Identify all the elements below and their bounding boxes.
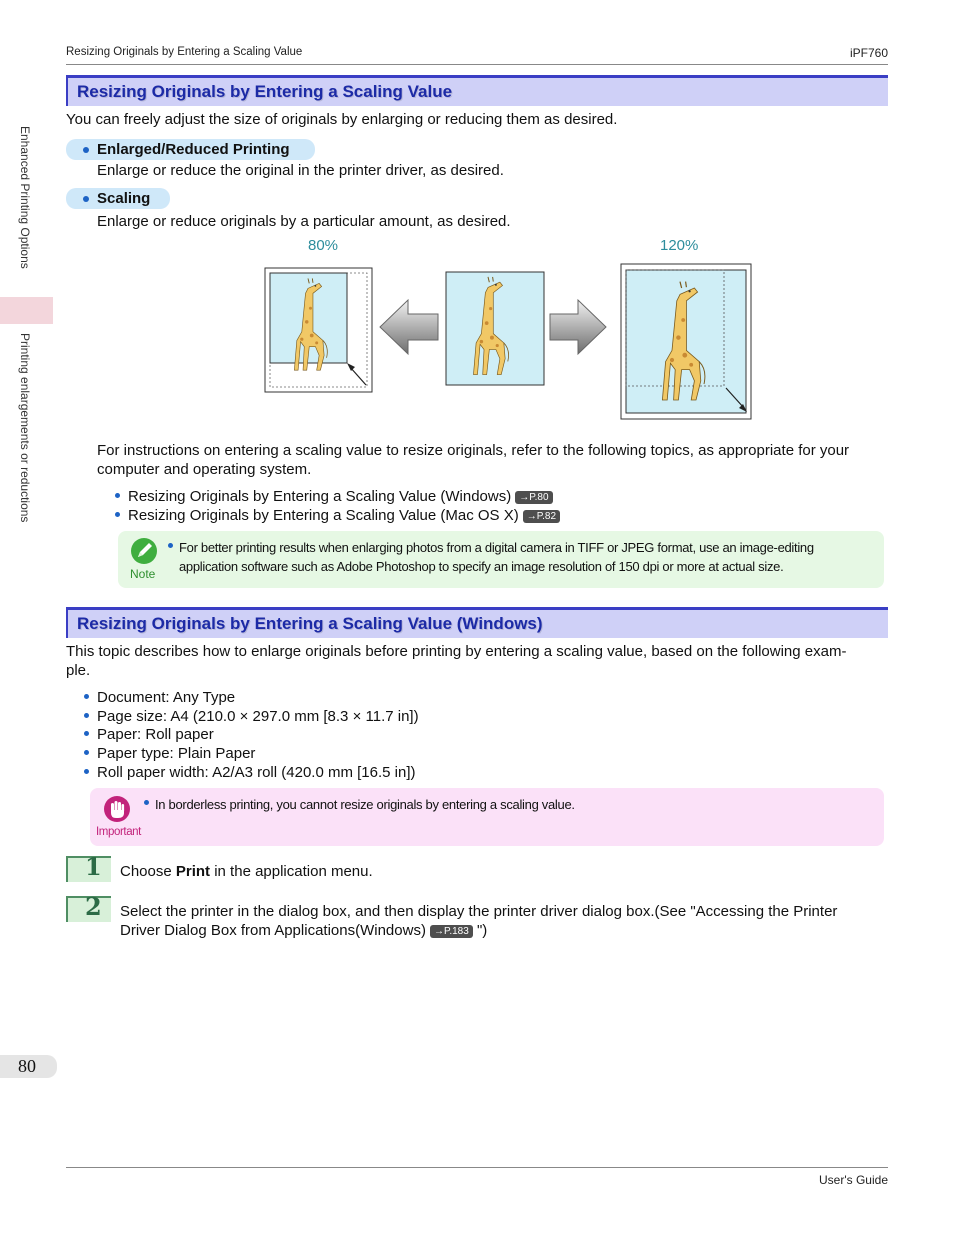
example-bullet: Paper: Roll paper (97, 726, 214, 743)
term-label: Enlarged/Reduced Printing (97, 141, 290, 158)
section-heading (66, 75, 888, 106)
bullet-dot (84, 694, 89, 699)
step-number-badge (66, 852, 111, 882)
term-label: Scaling (97, 190, 151, 207)
example-bullet: Roll paper width: A2/A3 roll (420.0 mm [16.5 in]) (97, 764, 416, 781)
bullet-dot (84, 713, 89, 718)
step-text: Select the printer in the dialog box, and then display the printer driver dialog box.(See "Accessing the Printer (120, 903, 838, 920)
menu-command: Print (175, 863, 211, 880)
hand-stop-icon (102, 794, 132, 824)
label-80-percent: 80% (308, 237, 339, 254)
label-120-percent: 120% (660, 237, 699, 254)
step-number: 2 (85, 892, 102, 921)
example-bullet: Paper type: Plain Paper (97, 745, 256, 762)
model-name: iPF760 (849, 46, 888, 60)
bullet-dot (115, 512, 120, 517)
term-description: Enlarge or reduce originals by a particular amount, as desired. (97, 213, 511, 230)
footer-title: User's Guide (819, 1173, 888, 1187)
section-intro: You can freely adjust the size of originals by enlarging or reducing them as desired. (66, 111, 618, 128)
header-rule (66, 64, 888, 65)
topic-link[interactable] (128, 506, 560, 525)
topic-link-text[interactable]: Resizing Originals by Entering a Scaling Value (Mac OS X) (128, 507, 519, 524)
important-label: Important (96, 826, 141, 838)
bullet-dot (144, 800, 149, 805)
page-number-tab (0, 1055, 57, 1078)
instructions-text: For instructions on entering a scaling value to resize originals, refer to the following topics, as appropriate for your (97, 442, 850, 459)
note-label: Note (130, 567, 156, 581)
bullet-dot (84, 750, 89, 755)
sidebar-chapter: Enhanced Printing Options (18, 126, 32, 269)
example-bullet: Page size: A4 (210.0 × 297.0 mm [8.3 × 11.7 in]) (97, 708, 419, 725)
step-number: 1 (85, 852, 102, 881)
running-header: Resizing Originals by Entering a Scaling Value (66, 46, 303, 58)
footer-rule (66, 1167, 888, 1168)
term-pill (66, 188, 170, 209)
instructions-text: computer and operating system. (97, 461, 312, 478)
section-heading (66, 607, 888, 638)
step-number-badge (66, 892, 111, 922)
chapter-tab-marker (0, 297, 53, 324)
page-number: 80 (18, 1056, 36, 1076)
bullet-dot (84, 731, 89, 736)
section-title: Resizing Originals by Entering a Scaling Value (77, 82, 453, 101)
pencil-note-icon (129, 536, 159, 566)
bullet-dot (84, 769, 89, 774)
sidebar-section: Printing enlargements or reductions (18, 333, 32, 523)
bullet-dot (115, 493, 120, 498)
note-text: For better printing results when enlarging photos from a digital camera in TIFF or JPEG format, use an image-editing (179, 540, 814, 555)
page-ref-badge[interactable]: →P.183 (430, 925, 473, 938)
bullet-dot (168, 543, 173, 548)
section-intro: ple. (66, 662, 91, 679)
section-title: Resizing Originals by Entering a Scaling Value (Windows) (77, 614, 543, 633)
step-text: Driver Dialog Box from Applications(Windows) →P.183 ") (120, 922, 488, 939)
term-description: Enlarge or reduce the original in the printer driver, as desired. (97, 162, 504, 179)
page-ref-badge[interactable]: →P.82 (523, 510, 560, 523)
section-intro: This topic describes how to enlarge originals before printing by entering a scaling value, based on the following exam- (66, 643, 847, 660)
topic-link[interactable] (128, 487, 553, 506)
term-pill (66, 139, 315, 160)
important-text: In borderless printing, you cannot resize originals by entering a scaling value. (155, 797, 575, 812)
page-ref-badge[interactable]: →P.80 (515, 491, 552, 504)
example-bullet: Document: Any Type (97, 689, 236, 706)
scaling-illustration (250, 232, 770, 424)
note-text: application software such as Adobe Photoshop to specify an image resolution of 150 dpi or more at actual size. (179, 559, 784, 574)
topic-link-text[interactable]: Resizing Originals by Entering a Scaling Value (Windows) (128, 488, 512, 505)
step-text: Choose Print in the application menu. (120, 863, 373, 880)
